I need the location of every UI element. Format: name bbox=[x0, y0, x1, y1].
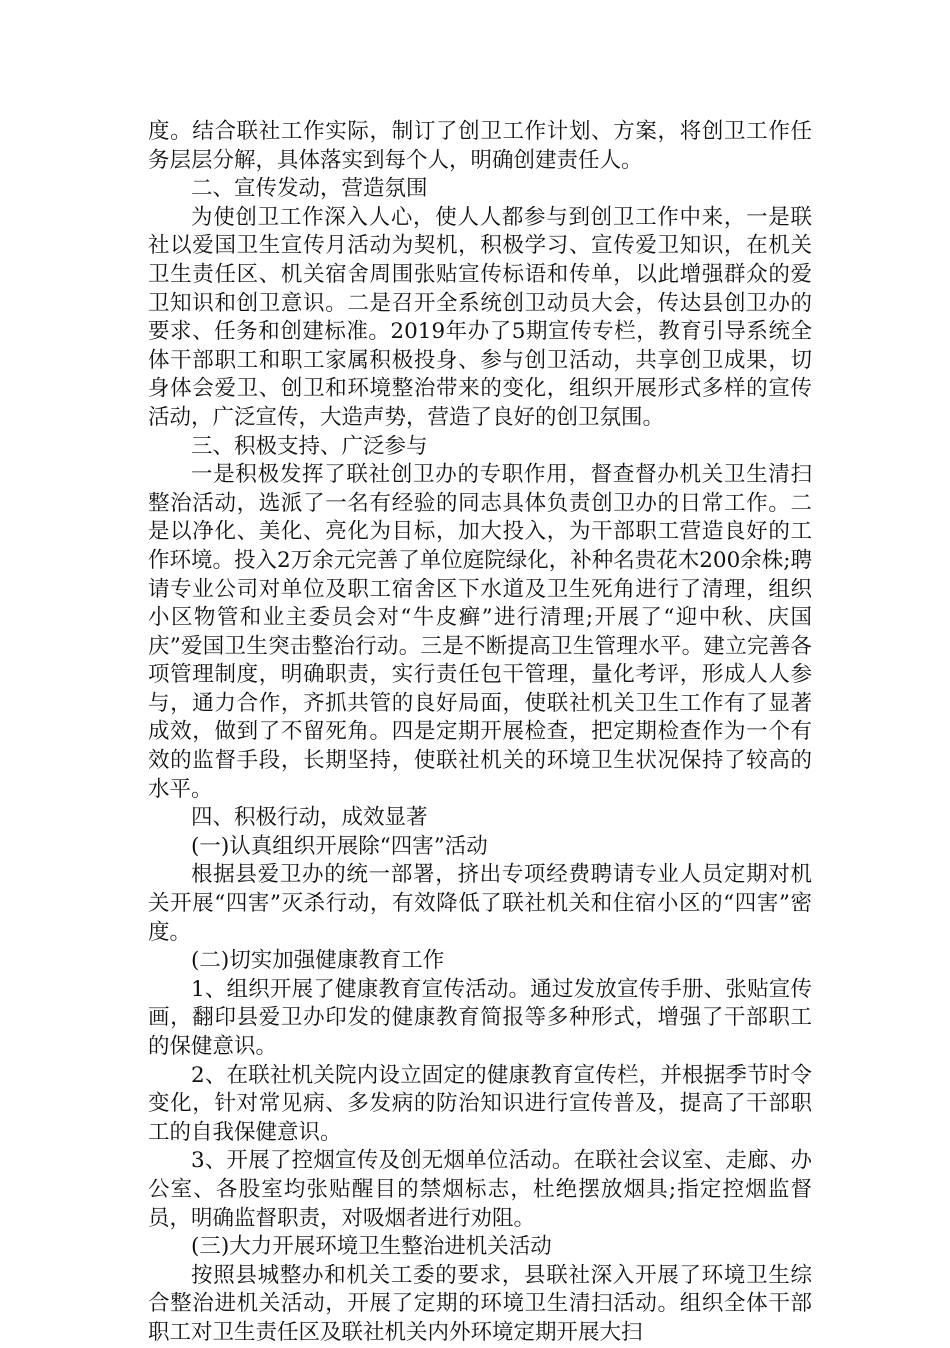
section-heading-3: 三、积极支持、广泛参与 bbox=[191, 433, 428, 459]
section-heading-4: 四、积极行动，成效显著 bbox=[191, 805, 428, 831]
paragraph-four-pests: 根据县爱卫办的统一部署，挤出专项经费聘请专业人员定期对机关开展“四害”灭杀行动，有效降低了联社机关和住宿小区的“四害”密度。 bbox=[148, 862, 812, 945]
subheading-2: (二)切实加强健康教育工作 bbox=[191, 948, 445, 974]
section-heading-2: 二、宣传发动，营造氛围 bbox=[191, 176, 428, 202]
subheading-1: (一)认真组织开展除“四害”活动 bbox=[191, 833, 488, 859]
paragraph-publicity: 为使创卫工作深入人心，使人人都参与到创卫工作中来，一是联社以爱国卫生宣传月活动为契机，积极学习、宣传爱卫知识，在机关卫生责任区、机关宿舍周围张贴宣传标语和传单，以此增强群众的爱卫知识和创卫意识。二是召开全系统创卫动员大会，传达县创卫办的要求、任务和创建标准。2019年办了5期宣传专栏，教育引导系统全体干部职工和职工家属积极投身、参与创卫活动，共享创卫成果，切身体会爱卫、创卫和环境整治带来的变化，组织开展形式多样的宣传活动，广泛宣传，大造声势，营造了良好的创卫氛围。 bbox=[148, 204, 812, 430]
paragraph-continuation: 度。结合联社工作实际，制订了创卫工作计划、方案，将创卫工作任务层层分解，具体落实到每个人，明确创建责任人。 bbox=[148, 119, 812, 173]
paragraph-support: 一是积极发挥了联社创卫办的专职作用，督查督办机关卫生清扫整治活动，选派了一名有经验的同志具体负责创卫办的日常工作。二是以净化、美化、亮化为目标，加大投入，为干部职工营造良好的工作环境。投入2万余元完善了单位庭院绿化，补种名贵花木200余株;聘请专业公司对单位及职工宿舍区下水道及卫生死角进行了清理，组织小区物管和业主委员会对“牛皮癣”进行清理;开展了“迎中秋、庆国庆”爱国卫生突击整治行动。三是不断提高卫生管理水平。建立完善各项管理制度，明确职责，实行责任包干管理，量化考评，形成人人参与，通力合作，齐抓共管的良好局面，使联社机关卫生工作有了显著成效，做到了不留死角。四是定期开展检查，把定期检查作为一个有效的监督手段，长期坚持，使联社机关的环境卫生状况保持了较高的水平。 bbox=[148, 462, 812, 802]
subheading-3: (三)大力开展环境卫生整治进机关活动 bbox=[191, 1234, 552, 1260]
document-body bbox=[148, 118, 812, 1348]
paragraph-health-3: 3、开展了控烟宣传及创无烟单位活动。在联社会议室、走廊、办公室、各股室均张贴醒目的禁烟标志，杜绝摆放烟具;指定控烟监督员，明确监督职责，对吸烟者进行劝阻。 bbox=[148, 1148, 812, 1231]
paragraph-health-2: 2、在联社机关院内设立固定的健康教育宣传栏，并根据季节时令变化，针对常见病、多发病的防治知识进行宣传普及，提高了干部职工的自我保健意识。 bbox=[148, 1062, 812, 1145]
paragraph-health-1: 1、组织开展了健康教育宣传活动。通过发放宣传手册、张贴宣传画，翻印县爱卫办印发的健康教育简报等多种形式，增强了干部职工的保健意识。 bbox=[148, 976, 812, 1059]
paragraph-environment: 按照县城整办和机关工委的要求，县联社深入开展了环境卫生综合整治进机关活动，开展了定期的环境卫生清扫活动。组织全体干部职工对卫生责任区及联社机关内外环境定期开展大扫 bbox=[148, 1262, 812, 1345]
